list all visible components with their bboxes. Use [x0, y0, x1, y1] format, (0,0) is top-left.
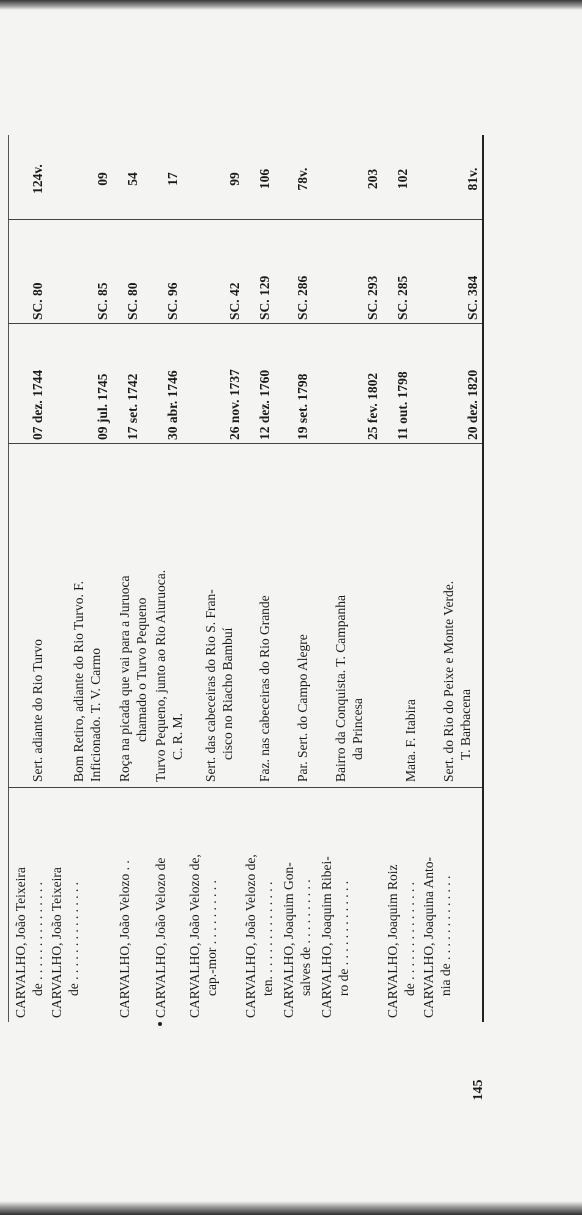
place-cell — [332, 446, 366, 782]
bullet-mark — [158, 1022, 162, 1026]
folio-cell: 106 — [257, 168, 272, 190]
name-line: CARVALHO, João Velozo de, — [243, 854, 258, 1018]
date-cell: 11 out. 1798 — [395, 371, 410, 440]
name-cell — [116, 790, 133, 1018]
name-line: de . . . . . . . . . . . . . . . — [66, 882, 81, 996]
date-cell: 30 abr. 1746 — [165, 370, 180, 440]
folio-cell: 124v. — [30, 164, 45, 194]
date-cell: 17 set. 1742 — [125, 373, 140, 440]
folio-cell: 54 — [125, 172, 140, 186]
name-line: CARVALHO, João Teixeira — [49, 867, 64, 1018]
code-cell: SC. 80 — [30, 282, 45, 320]
place-line: cisco no Riacho Bambuí — [220, 627, 235, 760]
name-cell — [12, 790, 46, 1018]
place-line: Sert. das cabeceiras do Rio S. Fran- — [203, 589, 218, 782]
folio-cell: 81v. — [465, 167, 480, 191]
name-cell — [242, 790, 276, 1018]
place-line: Roça na picada que vai para a Juruoca — [117, 575, 132, 782]
place-line: Turvo Pequeno, junto ao Rio Aiuruoca. — [153, 569, 168, 782]
name-line: cap.-mor . . . . . . . . . . — [204, 880, 219, 996]
name-line: CARVALHO, Joaquim Roiz — [385, 864, 400, 1018]
code-cell: SC. 293 — [365, 275, 380, 320]
place-cell — [402, 446, 419, 782]
place-cell — [294, 446, 311, 782]
name-line: ro de . . . . . . . . . . . . . — [336, 880, 351, 996]
name-cell — [48, 790, 82, 1018]
name-line: CARVALHO, João Velozo de — [153, 857, 168, 1018]
table-bottom-rule — [482, 135, 484, 1022]
folio-cell: 102 — [395, 168, 410, 190]
name-cell — [384, 790, 418, 1018]
column-divider-place — [8, 443, 482, 444]
name-line: CARVALHO, João Velozo de, — [187, 854, 202, 1018]
date-cell: 25 fev. 1802 — [365, 372, 380, 440]
page-top-edge — [0, 0, 582, 10]
place-line: chamado o Turvo Pequeno — [134, 597, 149, 742]
date-cell: 09 jul. 1745 — [95, 373, 110, 440]
place-line: Bom Retiro, adiante do Rio Turvo. F. — [71, 580, 86, 782]
page-number: 145 — [471, 1079, 486, 1101]
date-cell: 12 dez. 1760 — [257, 369, 272, 440]
place-line: Mata. F. Itabira — [403, 699, 418, 782]
place-line: C. R. M. — [170, 713, 185, 760]
code-cell: SC. 286 — [295, 275, 310, 320]
place-cell — [116, 446, 150, 782]
date-cell: 19 set. 1798 — [295, 373, 310, 440]
name-cell — [280, 790, 314, 1018]
page-bottom-edge — [0, 1201, 582, 1215]
name-line: salves de . . . . . . . . . . — [298, 879, 313, 996]
table-top-rule — [8, 135, 9, 1022]
name-cell — [318, 790, 352, 1018]
code-cell: SC. 285 — [395, 275, 410, 320]
name-line: nia de . . . . . . . . . . . . . — [438, 875, 453, 996]
folio-cell: 17 — [165, 172, 180, 186]
place-cell — [152, 446, 186, 782]
folio-cell: 99 — [227, 172, 242, 186]
place-line: Bairro da Conquista. T. Campanha — [333, 595, 348, 782]
name-line: CARVALHO, João Velozo . . — [117, 860, 132, 1018]
column-divider-code — [8, 219, 482, 220]
place-cell — [70, 446, 104, 782]
folio-cell: 09 — [95, 172, 110, 186]
place-line: da Princesa — [350, 698, 365, 760]
date-cell: 26 nov. 1737 — [227, 369, 242, 440]
place-line: Sert. adiante do Rio Turvo — [30, 639, 45, 782]
place-line: Inficionado. T. V. Carmo — [88, 648, 103, 782]
code-cell: SC. 42 — [227, 282, 242, 320]
column-divider-name — [8, 787, 482, 788]
name-line: CARVALHO, João Teixeira — [13, 867, 28, 1018]
code-cell: SC. 129 — [257, 275, 272, 320]
name-line: de . . . . . . . . . . . . . . . — [30, 882, 45, 996]
folio-cell: 203 — [365, 168, 380, 190]
name-line: CARVALHO, Joaquim Gon- — [281, 862, 296, 1018]
code-cell: SC. 80 — [125, 282, 140, 320]
place-line: T. Barbacena — [458, 689, 473, 760]
code-cell: SC. 96 — [165, 282, 180, 320]
code-cell: SC. 85 — [95, 282, 110, 320]
date-cell: 07 dez. 1744 — [30, 369, 45, 440]
name-line: CARVALHO, Joaquina Anto- — [421, 856, 436, 1018]
place-cell — [256, 446, 273, 782]
name-line: CARVALHO, Joaquim Ribei- — [319, 856, 334, 1018]
name-cell — [420, 790, 454, 1018]
name-cell — [186, 790, 220, 1018]
place-cell — [440, 446, 474, 782]
place-cell — [29, 446, 46, 782]
place-cell — [202, 446, 236, 782]
place-line: Faz. nas cabeceiras do Rio Grande — [257, 595, 272, 782]
register-table — [8, 135, 484, 1022]
folio-cell: 78v. — [295, 167, 310, 191]
name-line: de . . . . . . . . . . . . . . . — [402, 882, 417, 996]
date-cell: 20 dez. 1820 — [465, 369, 480, 440]
place-line: Par. Sert. do Campo Alegre — [295, 634, 310, 782]
name-cell — [152, 790, 169, 1018]
code-cell: SC. 384 — [465, 275, 480, 320]
name-line: ten. . . . . . . . . . . . . . . — [260, 881, 275, 996]
column-divider-date — [8, 323, 482, 324]
place-line: Sert. do Rio do Peixe e Monte Verde. — [441, 580, 456, 782]
